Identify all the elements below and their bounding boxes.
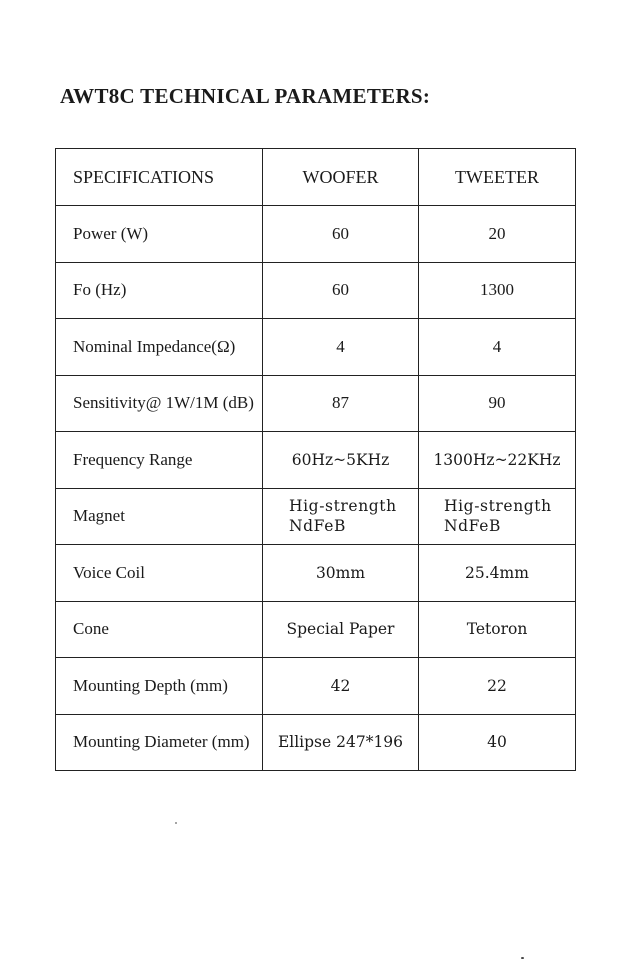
woofer-value: 42 bbox=[263, 658, 419, 715]
param-label: Mounting Diameter (mm) bbox=[56, 714, 263, 771]
param-label: Magnet bbox=[56, 488, 263, 545]
woofer-value bbox=[263, 488, 419, 545]
tweeter-value: 25.4mm bbox=[419, 545, 576, 602]
param-label: Fo (Hz) bbox=[56, 262, 263, 319]
param-label: Sensitivity@ 1W/1M (dB) bbox=[56, 375, 263, 432]
param-label: Mounting Depth (mm) bbox=[56, 658, 263, 715]
table-header-row bbox=[56, 149, 576, 206]
param-label: Cone bbox=[56, 601, 263, 658]
woofer-value: 87 bbox=[263, 375, 419, 432]
stray-mark bbox=[175, 822, 177, 824]
table-row bbox=[56, 545, 576, 602]
tweeter-value: 1300 bbox=[419, 262, 576, 319]
page-title: AWT8C TECHNICAL PARAMETERS: bbox=[60, 84, 431, 108]
woofer-value: 30mm bbox=[263, 545, 419, 602]
table-row bbox=[56, 488, 576, 545]
tweeter-value: 20 bbox=[419, 206, 576, 263]
table-row bbox=[56, 206, 576, 263]
param-label: Voice Coil bbox=[56, 545, 263, 602]
woofer-value: 60Hz~5KHz bbox=[263, 432, 419, 489]
header-specifications: SPECIFICATIONS bbox=[56, 149, 263, 206]
table-row bbox=[56, 714, 576, 771]
table-row bbox=[56, 601, 576, 658]
tweeter-value: 90 bbox=[419, 375, 576, 432]
tweeter-value: 4 bbox=[419, 319, 576, 376]
woofer-value: 60 bbox=[263, 206, 419, 263]
woofer-value: 60 bbox=[263, 262, 419, 319]
table-row bbox=[56, 375, 576, 432]
tweeter-value: Tetoron bbox=[419, 601, 576, 658]
woofer-value-line: Hig-strength bbox=[289, 497, 397, 516]
spec-table bbox=[55, 148, 576, 771]
stray-mark bbox=[521, 957, 524, 959]
tweeter-value-line: Hig-strength bbox=[444, 497, 552, 516]
tweeter-value bbox=[419, 488, 576, 545]
param-label: Nominal Impedance(Ω) bbox=[56, 319, 263, 376]
tweeter-value-line: NdFeB bbox=[444, 517, 501, 536]
header-tweeter: TWEETER bbox=[419, 149, 576, 206]
woofer-value: Ellipse 247*196 bbox=[263, 714, 419, 771]
tweeter-value: 40 bbox=[419, 714, 576, 771]
woofer-value-line: NdFeB bbox=[289, 517, 346, 536]
param-label: Power (W) bbox=[56, 206, 263, 263]
tweeter-value: 22 bbox=[419, 658, 576, 715]
table-row bbox=[56, 319, 576, 376]
woofer-value: Special Paper bbox=[263, 601, 419, 658]
header-woofer: WOOFER bbox=[263, 149, 419, 206]
table-row bbox=[56, 262, 576, 319]
tweeter-value: 1300Hz~22KHz bbox=[419, 432, 576, 489]
param-label: Frequency Range bbox=[56, 432, 263, 489]
woofer-value: 4 bbox=[263, 319, 419, 376]
table-row bbox=[56, 658, 576, 715]
table-row bbox=[56, 432, 576, 489]
